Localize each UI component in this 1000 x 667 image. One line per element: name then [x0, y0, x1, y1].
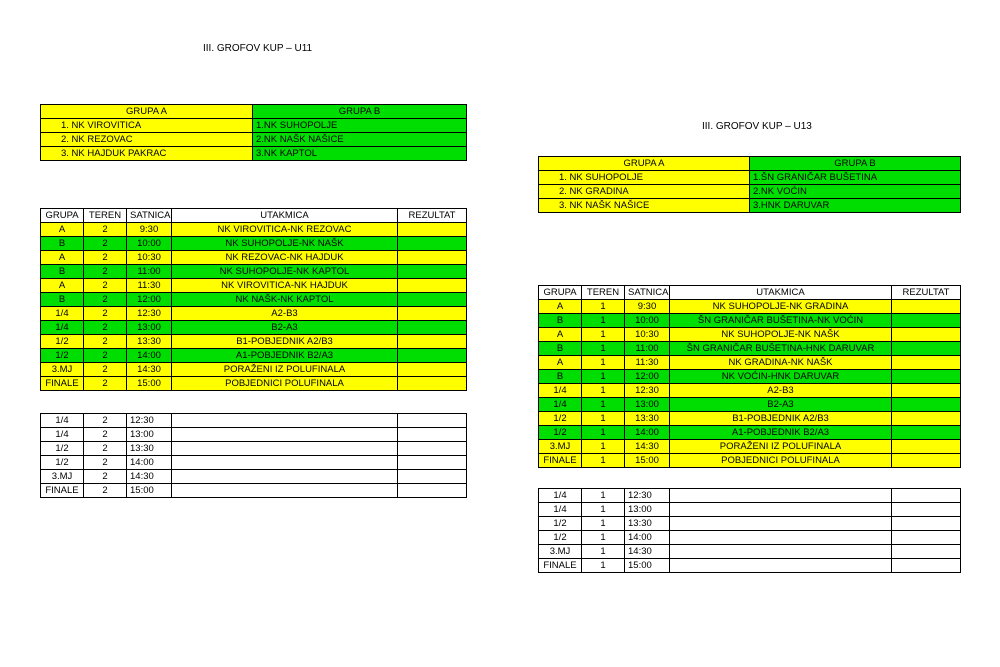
grupa-cell: 3.MJ: [539, 440, 582, 454]
rezultat-cell: [398, 363, 467, 377]
u11-group-b-team: 2.NK NAŠK NAŠICE: [253, 133, 467, 147]
utakmica-cell: NK SUHOPOLJE-NK NAŠK: [670, 328, 892, 342]
rezultat-cell: [892, 531, 961, 545]
grupa-cell: 1/2: [539, 426, 582, 440]
utakmica-cell: POBJEDNICI POLUFINALA: [172, 377, 398, 391]
satnica-cell: 13:00: [127, 321, 172, 335]
satnica-cell: 12:30: [127, 307, 172, 321]
satnica-cell: 13:30: [127, 442, 172, 456]
table-row: [539, 454, 961, 468]
table-row: [539, 398, 961, 412]
satnica-cell: 14:30: [625, 440, 670, 454]
rezultat-cell: [398, 349, 467, 363]
satnica-cell: 10:30: [127, 251, 172, 265]
teren-cell: 2: [84, 484, 127, 498]
table-row: [539, 517, 961, 531]
col-header-grupa: GRUPA: [539, 286, 582, 300]
utakmica-cell: NK REZOVAC-NK HAJDUK: [172, 251, 398, 265]
grupa-cell: B: [41, 237, 84, 251]
table-row: [41, 349, 467, 363]
table-row: [539, 503, 961, 517]
u13-blank-table: [538, 488, 961, 573]
teren-cell: 2: [84, 223, 127, 237]
rezultat-cell: [892, 503, 961, 517]
u13-group-a-team: 2. NK GRADINA: [539, 185, 750, 199]
grupa-cell: A: [41, 279, 84, 293]
table-row: [539, 342, 961, 356]
utakmica-cell: [670, 503, 892, 517]
table-row: [41, 265, 467, 279]
table-row: [41, 442, 467, 456]
teren-cell: 2: [84, 456, 127, 470]
grupa-cell: 1/4: [41, 321, 84, 335]
teren-cell: 1: [582, 545, 625, 559]
grupa-cell: 3.MJ: [41, 470, 84, 484]
grupa-cell: 1/4: [539, 398, 582, 412]
teren-cell: 2: [84, 377, 127, 391]
utakmica-cell: B1-POBJEDNIK A2/B3: [670, 412, 892, 426]
satnica-cell: 11:00: [127, 265, 172, 279]
teren-cell: 1: [582, 412, 625, 426]
rezultat-cell: [892, 314, 961, 328]
satnica-cell: 12:30: [625, 384, 670, 398]
teren-cell: 1: [582, 370, 625, 384]
utakmica-cell: A2-B3: [670, 384, 892, 398]
teren-cell: 2: [84, 237, 127, 251]
table-row: [539, 545, 961, 559]
grupa-cell: FINALE: [41, 484, 84, 498]
grupa-cell: FINALE: [41, 377, 84, 391]
teren-cell: 1: [582, 489, 625, 503]
teren-cell: 1: [582, 398, 625, 412]
u11-blank-table: [40, 413, 467, 498]
table-row: [539, 559, 961, 573]
col-header-utakmica: UTAKMICA: [670, 286, 892, 300]
utakmica-cell: B2-A3: [670, 398, 892, 412]
utakmica-cell: [172, 456, 398, 470]
rezultat-cell: [398, 442, 467, 456]
utakmica-cell: A1-POBJEDNIK B2/A3: [670, 426, 892, 440]
satnica-cell: 10:00: [625, 314, 670, 328]
teren-cell: 1: [582, 531, 625, 545]
satnica-cell: 15:00: [625, 559, 670, 573]
satnica-cell: 13:30: [625, 412, 670, 426]
utakmica-cell: B2-A3: [172, 321, 398, 335]
utakmica-cell: B1-POBJEDNIK A2/B3: [172, 335, 398, 349]
teren-cell: 2: [84, 293, 127, 307]
u11-group-b-team: 3.NK KAPTOL: [253, 147, 467, 161]
rezultat-cell: [398, 484, 467, 498]
u11-group-a-header: GRUPA A: [41, 105, 253, 119]
grupa-cell: 1/2: [41, 349, 84, 363]
grupa-cell: 1/4: [539, 384, 582, 398]
u13-title: III. GROFOV KUP – U13: [702, 121, 812, 132]
rezultat-cell: [892, 426, 961, 440]
satnica-cell: 15:00: [127, 484, 172, 498]
col-header-utakmica: UTAKMICA: [172, 209, 398, 223]
teren-cell: 1: [582, 454, 625, 468]
utakmica-cell: [172, 484, 398, 498]
teren-cell: 2: [84, 349, 127, 363]
u13-group-b-team: 3.HNK DARUVAR: [750, 199, 961, 213]
utakmica-cell: NK VIROVITICA-NK REZOVAC: [172, 223, 398, 237]
teren-cell: 1: [582, 517, 625, 531]
grupa-cell: A: [539, 300, 582, 314]
utakmica-cell: [172, 414, 398, 428]
teren-cell: 1: [582, 342, 625, 356]
rezultat-cell: [892, 454, 961, 468]
table-row: [41, 470, 467, 484]
teren-cell: 1: [582, 314, 625, 328]
rezultat-cell: [398, 470, 467, 484]
col-header-grupa: GRUPA: [41, 209, 84, 223]
rezultat-cell: [892, 440, 961, 454]
utakmica-cell: [670, 559, 892, 573]
satnica-cell: 14:00: [127, 456, 172, 470]
grupa-cell: FINALE: [539, 559, 582, 573]
table-row: [41, 321, 467, 335]
grupa-cell: B: [41, 265, 84, 279]
satnica-cell: 11:30: [127, 279, 172, 293]
rezultat-cell: [892, 356, 961, 370]
satnica-cell: 15:00: [127, 377, 172, 391]
table-row: [539, 300, 961, 314]
table-row: [41, 377, 467, 391]
rezultat-cell: [892, 300, 961, 314]
u13-group-b-team: 1.ŠN GRANIČAR BUŠETINA: [750, 171, 961, 185]
utakmica-cell: [172, 428, 398, 442]
table-row: [41, 293, 467, 307]
utakmica-cell: NK SUHOPOLJE-NK KAPTOL: [172, 265, 398, 279]
rezultat-cell: [398, 321, 467, 335]
grupa-cell: B: [41, 293, 84, 307]
grupa-cell: 1/2: [539, 517, 582, 531]
u13-groups-table: [538, 156, 961, 213]
u11-group-a-team: 2. NK REZOVAC: [41, 133, 253, 147]
grupa-cell: A: [41, 223, 84, 237]
table-row: [41, 251, 467, 265]
grupa-cell: 3.MJ: [41, 363, 84, 377]
rezultat-cell: [398, 237, 467, 251]
grupa-cell: 1/4: [41, 307, 84, 321]
utakmica-cell: NK VOĆIN-HNK DARUVAR: [670, 370, 892, 384]
satnica-cell: 11:30: [625, 356, 670, 370]
grupa-cell: B: [539, 314, 582, 328]
rezultat-cell: [892, 384, 961, 398]
satnica-cell: 9:30: [625, 300, 670, 314]
u11-group-b-header: GRUPA B: [253, 105, 467, 119]
rezultat-cell: [892, 545, 961, 559]
table-row: [41, 363, 467, 377]
satnica-cell: 14:00: [625, 426, 670, 440]
rezultat-cell: [892, 517, 961, 531]
teren-cell: 1: [582, 328, 625, 342]
satnica-cell: 14:00: [127, 349, 172, 363]
teren-cell: 2: [84, 321, 127, 335]
teren-cell: 2: [84, 428, 127, 442]
rezultat-cell: [398, 456, 467, 470]
utakmica-cell: A2-B3: [172, 307, 398, 321]
utakmica-cell: PORAŽENI IZ POLUFINALA: [670, 440, 892, 454]
teren-cell: 1: [582, 300, 625, 314]
utakmica-cell: NK NAŠK-NK KAPTOL: [172, 293, 398, 307]
satnica-cell: 15:00: [625, 454, 670, 468]
grupa-cell: 1/4: [41, 428, 84, 442]
satnica-cell: 13:00: [127, 428, 172, 442]
utakmica-cell: NK SUHOPOLJE-NK NAŠK: [172, 237, 398, 251]
table-row: [539, 328, 961, 342]
rezultat-cell: [398, 414, 467, 428]
satnica-cell: 12:00: [625, 370, 670, 384]
utakmica-cell: POBJEDNICI POLUFINALA: [670, 454, 892, 468]
utakmica-cell: [172, 470, 398, 484]
u11-group-a-team: 1. NK VIROVITICA: [41, 119, 253, 133]
table-row: [539, 426, 961, 440]
grupa-cell: 1/2: [539, 412, 582, 426]
teren-cell: 1: [582, 356, 625, 370]
teren-cell: 2: [84, 279, 127, 293]
teren-cell: 2: [84, 414, 127, 428]
rezultat-cell: [892, 370, 961, 384]
rezultat-cell: [398, 251, 467, 265]
u11-group-a-team: 3. NK HAJDUK PAKRAC: [41, 147, 253, 161]
rezultat-cell: [892, 328, 961, 342]
col-header-rezultat: REZULTAT: [892, 286, 961, 300]
grupa-cell: B: [539, 370, 582, 384]
u13-group-a-header: GRUPA A: [539, 157, 750, 171]
satnica-cell: 12:30: [625, 489, 670, 503]
grupa-cell: 1/4: [41, 414, 84, 428]
teren-cell: 2: [84, 307, 127, 321]
table-row: [41, 223, 467, 237]
teren-cell: 1: [582, 440, 625, 454]
rezultat-cell: [892, 412, 961, 426]
table-row: [41, 279, 467, 293]
u11-groups-table: [40, 104, 467, 161]
rezultat-cell: [892, 398, 961, 412]
table-row: [539, 440, 961, 454]
utakmica-cell: ŠN GRANIČAR BUŠETINA-HNK DARUVAR: [670, 342, 892, 356]
table-row: [539, 384, 961, 398]
rezultat-cell: [892, 489, 961, 503]
grupa-cell: A: [41, 251, 84, 265]
table-row: [539, 531, 961, 545]
teren-cell: 2: [84, 363, 127, 377]
col-header-teren: TEREN: [582, 286, 625, 300]
satnica-cell: 14:00: [625, 531, 670, 545]
utakmica-cell: [670, 545, 892, 559]
rezultat-cell: [398, 377, 467, 391]
utakmica-cell: PORAŽENI IZ POLUFINALA: [172, 363, 398, 377]
u13-group-b-team: 2.NK VOĆIN: [750, 185, 961, 199]
grupa-cell: A: [539, 328, 582, 342]
satnica-cell: 12:00: [127, 293, 172, 307]
grupa-cell: 1/2: [539, 531, 582, 545]
rezultat-cell: [398, 307, 467, 321]
u11-schedule-table: [40, 208, 467, 391]
rezultat-cell: [398, 428, 467, 442]
utakmica-cell: [670, 517, 892, 531]
table-row: [539, 412, 961, 426]
teren-cell: 2: [84, 251, 127, 265]
col-header-rezultat: REZULTAT: [398, 209, 467, 223]
utakmica-cell: [670, 489, 892, 503]
rezultat-cell: [892, 559, 961, 573]
satnica-cell: 13:00: [625, 503, 670, 517]
table-row: [41, 484, 467, 498]
satnica-cell: 14:30: [127, 470, 172, 484]
col-header-satnica: SATNICA: [625, 286, 670, 300]
satnica-cell: 13:00: [625, 398, 670, 412]
teren-cell: 2: [84, 470, 127, 484]
satnica-cell: 9:30: [127, 223, 172, 237]
grupa-cell: 3.MJ: [539, 545, 582, 559]
teren-cell: 2: [84, 442, 127, 456]
teren-cell: 2: [84, 335, 127, 349]
utakmica-cell: [172, 442, 398, 456]
grupa-cell: B: [539, 342, 582, 356]
grupa-cell: 1/4: [539, 489, 582, 503]
satnica-cell: 12:30: [127, 414, 172, 428]
grupa-cell: 1/4: [539, 503, 582, 517]
satnica-cell: 11:00: [625, 342, 670, 356]
satnica-cell: 13:30: [625, 517, 670, 531]
satnica-cell: 10:30: [625, 328, 670, 342]
teren-cell: 1: [582, 384, 625, 398]
utakmica-cell: A1-POBJEDNIK B2/A3: [172, 349, 398, 363]
table-row: [41, 414, 467, 428]
u13-schedule-table: [538, 285, 961, 468]
table-row: [41, 428, 467, 442]
u11-group-b-team: 1.NK SUHOPOLJE: [253, 119, 467, 133]
teren-cell: 1: [582, 559, 625, 573]
grupa-cell: 1/2: [41, 456, 84, 470]
satnica-cell: 13:30: [127, 335, 172, 349]
u13-group-a-team: 1. NK SUHOPOLJE: [539, 171, 750, 185]
rezultat-cell: [398, 279, 467, 293]
satnica-cell: 14:30: [127, 363, 172, 377]
table-row: [41, 456, 467, 470]
table-row: [539, 489, 961, 503]
col-header-satnica: SATNICA: [127, 209, 172, 223]
u13-group-b-header: GRUPA B: [750, 157, 961, 171]
rezultat-cell: [398, 293, 467, 307]
table-row: [41, 307, 467, 321]
teren-cell: 2: [84, 265, 127, 279]
rezultat-cell: [398, 223, 467, 237]
grupa-cell: A: [539, 356, 582, 370]
grupa-cell: FINALE: [539, 454, 582, 468]
table-row: [41, 237, 467, 251]
teren-cell: 1: [582, 503, 625, 517]
utakmica-cell: NK SUHOPOLJE-NK GRADINA: [670, 300, 892, 314]
rezultat-cell: [892, 342, 961, 356]
grupa-cell: 1/2: [41, 442, 84, 456]
table-row: [539, 314, 961, 328]
grupa-cell: 1/2: [41, 335, 84, 349]
table-row: [539, 356, 961, 370]
u13-group-a-team: 3. NK NAŠK NAŠICE: [539, 199, 750, 213]
utakmica-cell: NK VIROVITICA-NK HAJDUK: [172, 279, 398, 293]
utakmica-cell: NK GRADINA-NK NAŠK: [670, 356, 892, 370]
u11-title: III. GROFOV KUP – U11: [203, 43, 313, 54]
satnica-cell: 14:30: [625, 545, 670, 559]
satnica-cell: 10:00: [127, 237, 172, 251]
rezultat-cell: [398, 265, 467, 279]
table-row: [41, 335, 467, 349]
teren-cell: 1: [582, 426, 625, 440]
rezultat-cell: [398, 335, 467, 349]
table-row: [539, 370, 961, 384]
utakmica-cell: [670, 531, 892, 545]
utakmica-cell: ŠN GRANIČAR BUŠETINA-NK VOĆIN: [670, 314, 892, 328]
col-header-teren: TEREN: [84, 209, 127, 223]
